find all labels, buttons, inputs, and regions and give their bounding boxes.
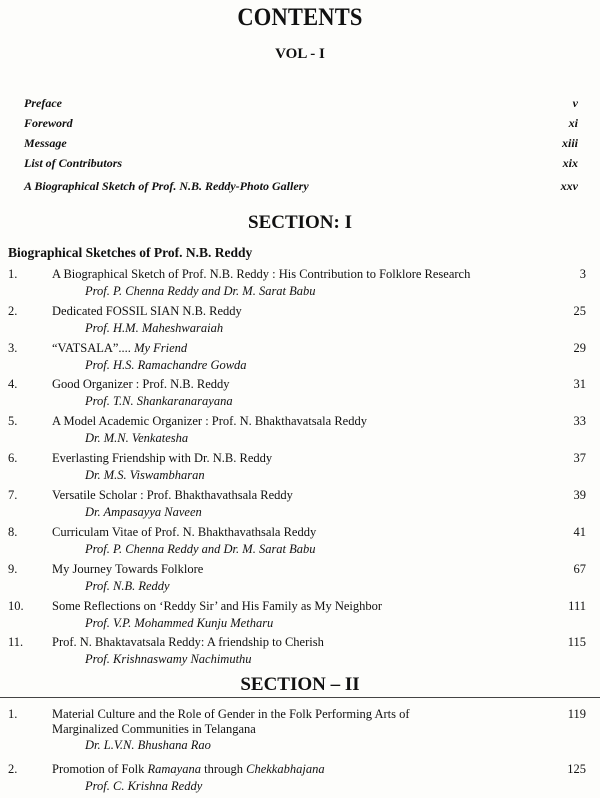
entry-number: 7. <box>8 488 18 502</box>
entry-title-line: Marginalized Communities in Telangana <box>52 722 256 736</box>
divider <box>0 697 600 698</box>
entry-author: Prof. H.M. Maheshwaraiah <box>85 321 224 335</box>
entry-number: 1. <box>8 707 18 721</box>
entry-author: Prof. H.S. Ramachandre Gowda <box>85 358 247 372</box>
entry-title: A Model Academic Organizer : Prof. N. Bhakthavatsala Reddy <box>52 414 367 428</box>
entry-page: 25 <box>573 304 586 318</box>
front-matter-item <box>24 156 578 174</box>
entry-author: Prof. N.B. Reddy <box>85 579 170 593</box>
section-heading: SECTION: I <box>248 212 352 233</box>
entry-title: A Biographical Sketch of Prof. N.B. Reddy : His Contribution to Folklore Research <box>52 267 471 281</box>
entry-title: Prof. N. Bhaktavatsala Reddy: A friendship to Cherish <box>52 635 324 649</box>
entry-number: 3. <box>8 341 18 355</box>
entry-author: Prof. P. Chenna Reddy and Dr. M. Sarat Babu <box>85 542 316 556</box>
front-matter-page: v <box>572 96 578 110</box>
entry-author: Prof. V.P. Mohammed Kunju Metharu <box>85 616 274 630</box>
entry-title-line: Material Culture and the Role of Gender in the Folk Performing Arts of <box>52 707 410 721</box>
entry-author: Dr. L.V.N. Bhushana Rao <box>85 738 211 752</box>
entry-title: Versatile Scholar : Prof. Bhakthavathsala Reddy <box>52 488 293 502</box>
entry-page: 39 <box>573 488 586 502</box>
front-matter-page: xix <box>562 156 578 170</box>
page-title: CONTENTS <box>237 4 363 31</box>
entry-author: Prof. C. Krishna Reddy <box>85 779 203 793</box>
front-matter-label: Foreword <box>24 116 73 130</box>
entry-title: Dedicated FOSSIL SIAN N.B. Reddy <box>52 304 242 318</box>
entry-page: 37 <box>573 451 586 465</box>
entry-title <box>52 341 552 356</box>
entry-title: Everlasting Friendship with Dr. N.B. Reddy <box>52 451 273 465</box>
entry-page: 111 <box>568 599 586 613</box>
front-matter-item <box>24 136 578 154</box>
front-matter-page: xi <box>568 116 578 130</box>
section-heading: SECTION – II <box>240 674 360 695</box>
entry-title <box>52 707 552 737</box>
entry-author: Prof. T.N. Shankaranarayana <box>85 394 233 408</box>
entry-page: 125 <box>567 762 586 776</box>
entry-title: My Journey Towards Folklore <box>52 562 204 576</box>
front-matter-label: A Biographical Sketch of Prof. N.B. Reddy-Photo Gallery <box>24 179 309 193</box>
front-matter-page: xiii <box>561 136 578 150</box>
entry-number: 2. <box>8 762 18 776</box>
entry-number: 5. <box>8 414 18 428</box>
entry-page: 67 <box>573 562 586 576</box>
entry-title-text: Promotion of Folk <box>52 762 145 776</box>
entry-title-emphasis: My Friend <box>134 341 188 355</box>
entry-number: 10. <box>8 599 24 613</box>
entry-title: Curriculam Vitae of Prof. N. Bhakthavathsala Reddy <box>52 525 317 539</box>
entry-page: 29 <box>573 341 586 355</box>
entry-page: 33 <box>573 414 586 428</box>
entry-author: Dr. M.S. Viswambharan <box>85 468 205 482</box>
entry-number: 1. <box>8 267 18 281</box>
front-matter-label: Message <box>24 136 67 150</box>
entry-title-text: “VATSALA”.... <box>52 341 131 355</box>
entry-title: Good Organizer : Prof. N.B. Reddy <box>52 377 230 391</box>
entry-author: Prof. Krishnaswamy Nachimuthu <box>85 652 252 666</box>
entry-number: 9. <box>8 562 18 576</box>
entry-author: Dr. M.N. Venkatesha <box>85 431 189 445</box>
entry-title-emphasis: Chekkabhajana <box>246 762 325 776</box>
front-matter-label: Preface <box>24 96 62 110</box>
volume-label: VOL - I <box>275 46 325 62</box>
front-matter-item <box>24 179 578 197</box>
entry-page: 115 <box>567 635 586 649</box>
front-matter-item <box>24 116 578 134</box>
entry-title: Some Reflections on ‘Reddy Sir’ and His Family as My Neighbor <box>52 599 383 613</box>
entry-number: 6. <box>8 451 18 465</box>
entry-title-text: through <box>204 762 243 776</box>
entry-number: 2. <box>8 304 18 318</box>
entry-page: 119 <box>567 707 586 721</box>
entry-author: Prof. P. Chenna Reddy and Dr. M. Sarat Babu <box>85 284 316 298</box>
entry-page: 41 <box>573 525 586 539</box>
entry-number: 8. <box>8 525 18 539</box>
entry-number: 4. <box>8 377 18 391</box>
front-matter-label: List of Contributors <box>24 156 123 170</box>
entry-author: Dr. Ampasayya Naveen <box>85 505 202 519</box>
entry-number: 11. <box>8 635 24 649</box>
entry-title <box>52 762 552 777</box>
entry-page: 31 <box>573 377 586 391</box>
front-matter-item <box>24 96 578 114</box>
entry-title-emphasis: Ramayana <box>147 762 201 776</box>
entry-page: 3 <box>579 267 586 281</box>
section-subtitle: Biographical Sketches of Prof. N.B. Reddy <box>8 245 253 260</box>
front-matter-page: xxv <box>560 179 578 193</box>
